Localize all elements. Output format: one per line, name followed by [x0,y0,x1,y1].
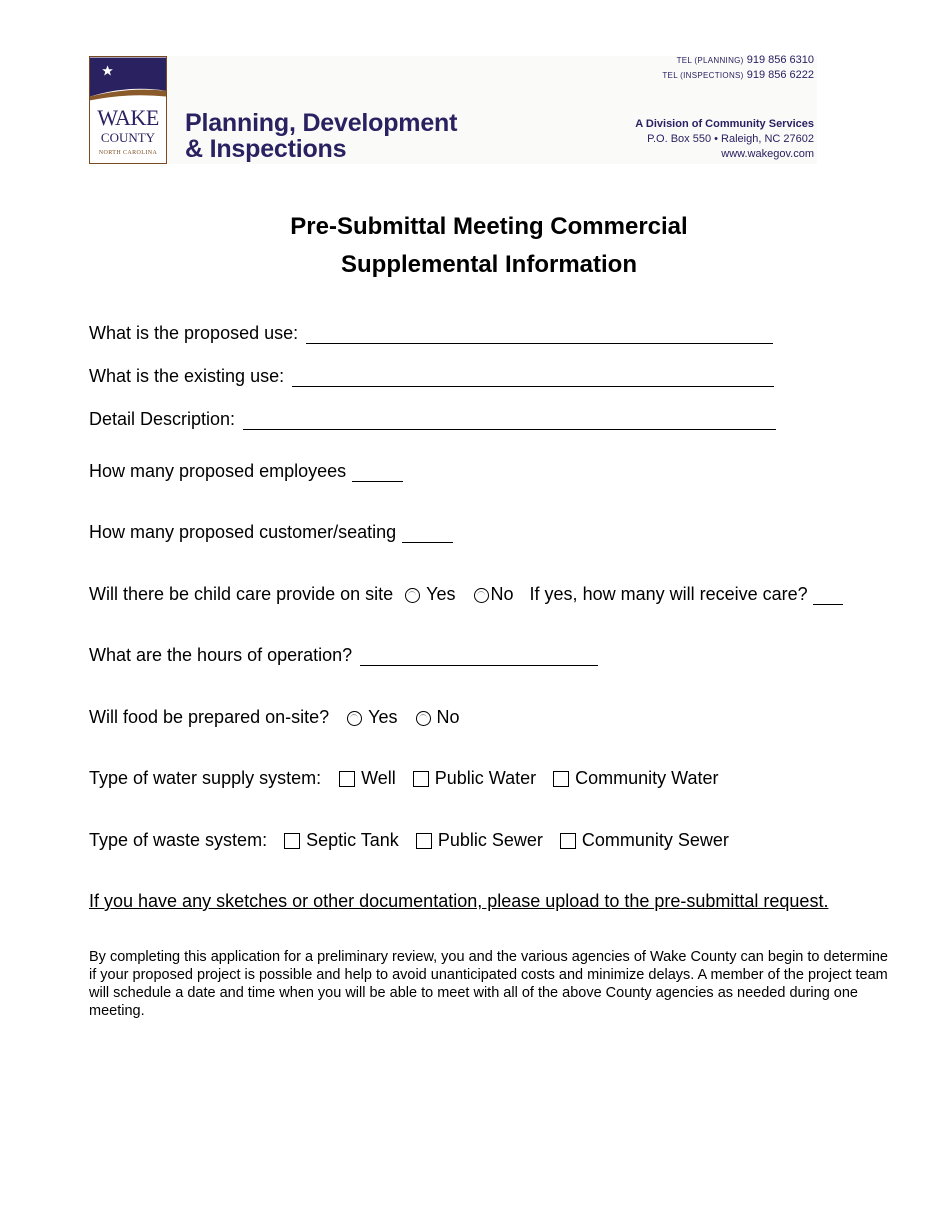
water-well-checkbox[interactable] [339,771,355,787]
department-line-1: Planning, Development [185,109,458,137]
website-link[interactable]: www.wakegov.com [721,148,814,160]
waste-septic-label: Septic Tank [306,830,399,850]
title-line-1: Pre-Submittal Meeting Commercial [290,213,688,240]
hours-row [89,644,598,666]
division-name: A Division of Community Services [635,118,814,130]
food-no-label: No [436,707,460,727]
water-option-well[interactable] [339,767,396,789]
child-care-row [89,583,843,605]
existing-use-row [89,365,774,387]
phone-numbers [662,53,814,83]
waste-option-septic[interactable] [284,829,399,851]
proposed-use-row [89,322,773,344]
child-care-no-label: No [490,584,514,604]
employees-input[interactable] [352,463,403,482]
employees-label: How many proposed employees [89,461,347,481]
water-option-public[interactable] [413,767,536,789]
water-supply-row [89,767,719,789]
water-supply-label: Type of water supply system: [89,768,322,788]
tel-inspections-label: TEL (INSPECTIONS) [662,71,744,80]
food-no-option[interactable] [416,706,460,728]
tel-planning-number: 919 856 6310 [746,54,814,66]
waste-system-row [89,829,729,851]
postal-address: P.O. Box 550 • Raleigh, NC 27602 [647,133,814,145]
disclaimer-paragraph: By completing this application for a preliminary review, you and the various agencies of Wake County can begin to determine if your proposed project is possible and help to avoid unanticipated costs and minimize delays. A member of the project team will schedule a date and time when you will be able to meet with all of the above County agencies as needed during one meeting. [89,949,889,1019]
food-yes-option[interactable] [347,706,397,728]
waste-option-public[interactable] [416,829,543,851]
title-line-2: Supplemental Information [340,251,637,278]
food-yes-radio[interactable] [347,711,362,726]
waste-community-label: Community Sewer [581,830,729,850]
water-option-community[interactable] [553,767,718,789]
water-well-label: Well [361,768,396,788]
hours-label: What are the hours of operation? [89,645,353,665]
food-no-radio[interactable] [416,711,431,726]
existing-use-input[interactable] [292,368,774,387]
waste-septic-checkbox[interactable] [284,833,300,849]
food-row [89,706,460,728]
logo-banner-icon [90,57,166,101]
page-title [0,208,950,284]
upload-note: If you have any sketches or other documentation, please upload to the pre-submittal request. [89,891,829,911]
food-label: Will food be prepared on-site? [89,707,330,727]
child-care-no-option[interactable] [474,583,514,605]
department-title [185,110,457,162]
tel-planning-label: TEL (PLANNING) [676,56,744,65]
water-public-checkbox[interactable] [413,771,429,787]
existing-use-label: What is the existing use: [89,366,285,386]
wake-county-logo [89,56,167,164]
waste-public-label: Public Sewer [437,830,543,850]
detail-description-row [89,408,776,430]
proposed-use-label: What is the proposed use: [89,323,299,343]
water-community-checkbox[interactable] [553,771,569,787]
logo-county-text: COUNTY [100,130,156,145]
child-care-yes-option[interactable] [405,583,455,605]
seating-label: How many proposed customer/seating [89,522,397,542]
logo-state-text: NORTH CAROLINA [98,150,158,156]
waste-option-community[interactable] [560,829,729,851]
waste-community-checkbox[interactable] [560,833,576,849]
water-public-label: Public Water [434,768,537,788]
detail-description-input[interactable] [243,411,776,430]
hours-input[interactable] [360,647,598,666]
employees-row [89,460,403,482]
logo-wake-text: WAKE [97,105,159,130]
detail-description-label: Detail Description: [89,409,236,429]
child-care-yes-label: Yes [426,584,456,604]
child-care-label: Will there be child care provide on site [89,584,394,604]
child-care-no-radio[interactable] [474,588,489,603]
food-yes-label: Yes [368,707,398,727]
child-care-yes-radio[interactable] [405,588,420,603]
proposed-use-input[interactable] [306,325,773,344]
child-care-count-input[interactable] [813,586,843,605]
tel-inspections-number: 919 856 6222 [746,69,814,81]
seating-row [89,521,453,543]
department-line-2: & Inspections [185,135,347,163]
waste-public-checkbox[interactable] [416,833,432,849]
waste-system-label: Type of waste system: [89,830,268,850]
address-block [635,117,814,162]
child-care-count-label: If yes, how many will receive care? [529,584,808,604]
seating-input[interactable] [402,524,453,543]
water-community-label: Community Water [575,768,719,788]
